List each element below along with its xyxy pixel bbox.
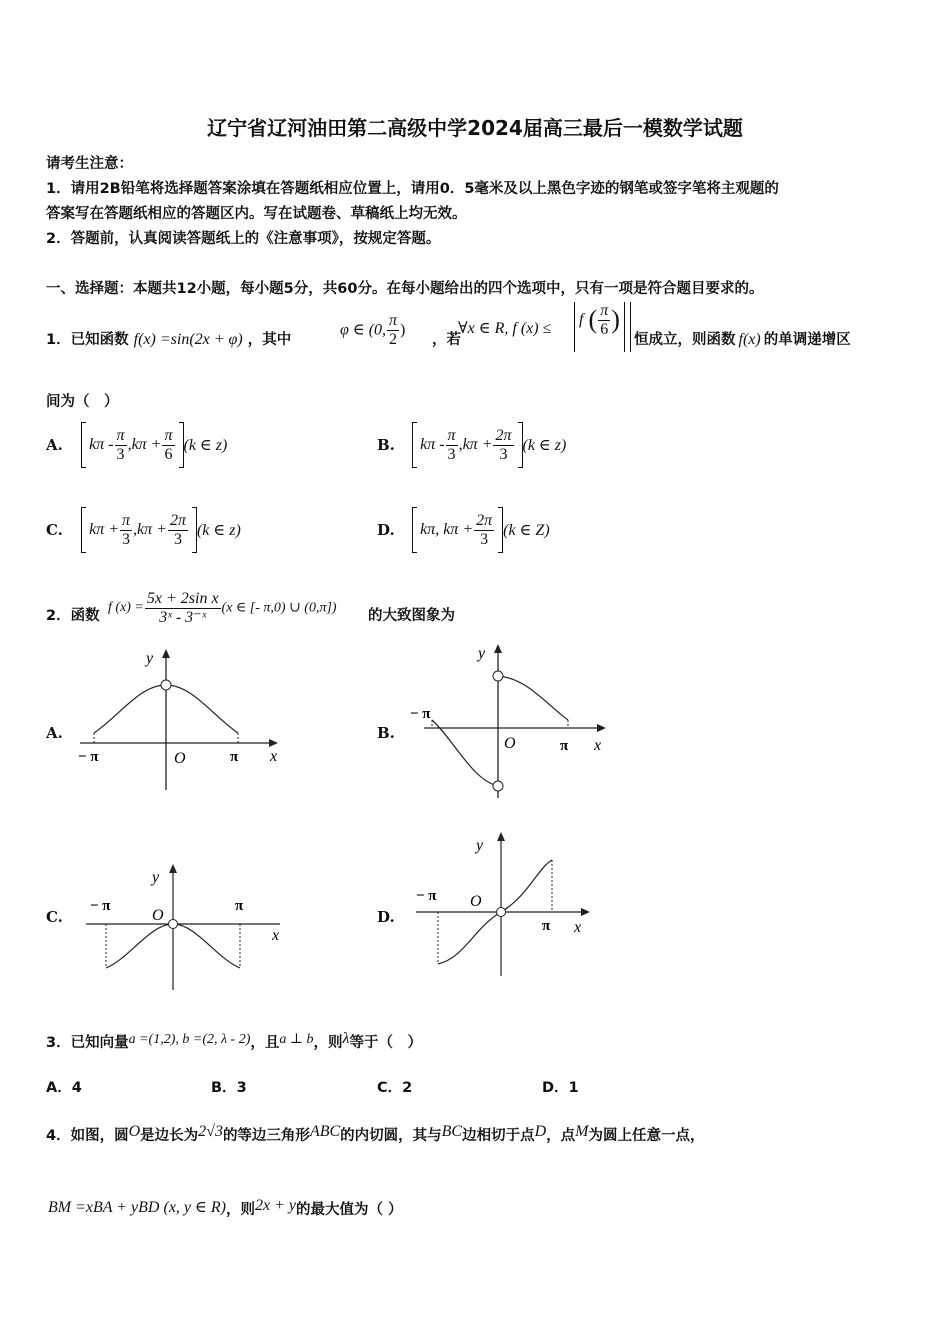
tick-pi: π — [235, 898, 244, 914]
q2-option-a-label[interactable]: A. — [46, 724, 63, 742]
q4-stem: 4．如图，圆O是边长为2√3的等边三角形ABC的内切圆，其与BC边相切于点D，点M为圆上任意一点， — [46, 1123, 705, 1144]
q3-lambda: λ — [342, 1030, 350, 1047]
q2-graph-c[interactable] — [80, 862, 290, 992]
q3-option-d[interactable]: D．1 — [542, 1080, 579, 1096]
q2-graph-d[interactable] — [412, 828, 602, 978]
q3-perp: a ⊥ b — [279, 1032, 314, 1047]
q4-vector-expr: BM =xBA + yBD (x, y ∈ R) — [48, 1199, 226, 1216]
axis-x: x — [574, 919, 582, 936]
q2-option-c-label[interactable]: C. — [46, 908, 63, 926]
axis-origin: O — [152, 907, 164, 924]
tick-pi: π — [560, 738, 569, 754]
axis-x: x — [272, 927, 280, 944]
tick-neg-pi: − π — [90, 898, 111, 914]
q3-stem: 3．已知向量a =(1,2), b =(2, λ - 2)，且a ⊥ b，则λ等于（ ） — [46, 1030, 422, 1051]
axis-y: y — [146, 650, 154, 667]
axis-y: y — [478, 645, 486, 662]
q3-vectors: a =(1,2), b =(2, λ - 2) — [128, 1032, 251, 1047]
q1-if: ，若 — [432, 332, 461, 348]
notice-item-1-cont: 答案写在答题纸相应的答题区内。写在试题卷、草稿纸上均无效。 — [46, 206, 467, 222]
q1-text: ，其中 — [247, 332, 292, 348]
q1-abs-f: f ( $\frac{\pi}{6}$ ) — [574, 302, 625, 352]
q2-option-d-label[interactable]: D. — [377, 908, 395, 926]
q2-graph-a[interactable] — [70, 645, 290, 795]
q2-tail: 的大致图象为 — [368, 608, 455, 624]
q4-stem-cont: BM =xBA + yBD (x, y ∈ R)，则2x + y的最大值为（ ） — [48, 1197, 403, 1218]
tick-pi: π — [230, 749, 239, 765]
q1-pi-over-2: $\frac{\pi}{2}$ — [389, 312, 398, 348]
q4-side: 2√3 — [198, 1123, 223, 1140]
axis-y: y — [476, 837, 484, 854]
q1-option-d[interactable]: D. kπ, kπ + $\frac{2\pi}{3}$ (k ∈ Z) — [377, 507, 550, 553]
q1-number: 1．已知函数 — [46, 332, 129, 348]
tick-neg-pi: − π — [78, 749, 99, 765]
q1-option-a[interactable]: A. kπ - $\frac{\pi}{3}$ ,kπ + $\frac{\pi}{6}$ (k ∈ z) — [46, 422, 227, 468]
page-title: 辽宁省辽河油田第二高级中学2024届高三最后一模数学试题 — [207, 116, 743, 140]
q1-phi-range: φ ∈ (0, $\frac{\pi}{2}$ ) — [340, 312, 406, 348]
axis-origin: O — [470, 893, 482, 910]
q1-forall: ∀x ∈ R, f (x) ≤ — [458, 320, 552, 337]
axis-x: x — [270, 748, 278, 765]
q2-graph-b[interactable] — [402, 640, 617, 800]
q1-tail: 恒成立，则函数 f(x) 的单调递增区 — [634, 331, 851, 348]
tick-neg-pi: − π — [416, 888, 437, 904]
section-heading: 一、选择题：本题共12小题，每小题5分，共60分。在每小题给出的四个选项中，只有一项是符合题目要求的。 — [46, 281, 764, 297]
axis-y: y — [152, 869, 160, 886]
q1-function: f(x) =sin(2x + φ) — [133, 331, 243, 348]
q2-number: 2．函数 — [46, 608, 100, 624]
q1-stem — [46, 328, 291, 349]
tick-pi: π — [542, 918, 551, 934]
q3-option-b[interactable]: B．3 — [211, 1080, 247, 1096]
notice-item-2: 2．答题前，认真阅读答题纸上的《注意事项》，按规定答题。 — [46, 231, 441, 247]
q1-option-b[interactable]: B. kπ - $\frac{\pi}{3}$ ,kπ + $\frac{2\pi}{3}$ (k ∈ z) — [377, 422, 566, 468]
axis-x: x — [594, 737, 602, 754]
q3-option-c[interactable]: C．2 — [377, 1080, 413, 1096]
notice-item-1: 1．请用2B铅笔将选择题答案涂填在答题纸相应位置上，请用0．5毫米及以上黑色字迹的钢笔或签字笔将主观题的 — [46, 181, 779, 197]
q2-option-b-label[interactable]: B. — [377, 724, 395, 742]
q1-option-c[interactable]: C. kπ + $\frac{\pi}{3}$ ,kπ + $\frac{2\pi}{3}$ (k ∈ z) — [46, 507, 241, 553]
q2-function: f (x) = $\frac{\text{5x + 2sin x}}{\text{3ˣ - 3⁻ˣ}}$ (x ∈ [- π,0) ∪ (0,π]) — [108, 590, 337, 626]
q3-option-a[interactable]: A．4 — [46, 1080, 82, 1096]
q1-phi-cond: φ ∈ (0, — [340, 321, 387, 339]
q1-inequality — [458, 318, 551, 338]
axis-origin: O — [174, 750, 186, 767]
notice-heading: 请考生注意： — [46, 156, 133, 172]
tick-neg-pi: − π — [410, 706, 431, 722]
axis-origin: O — [504, 735, 516, 752]
q1-stem-cont: 间为（ ） — [46, 394, 119, 410]
